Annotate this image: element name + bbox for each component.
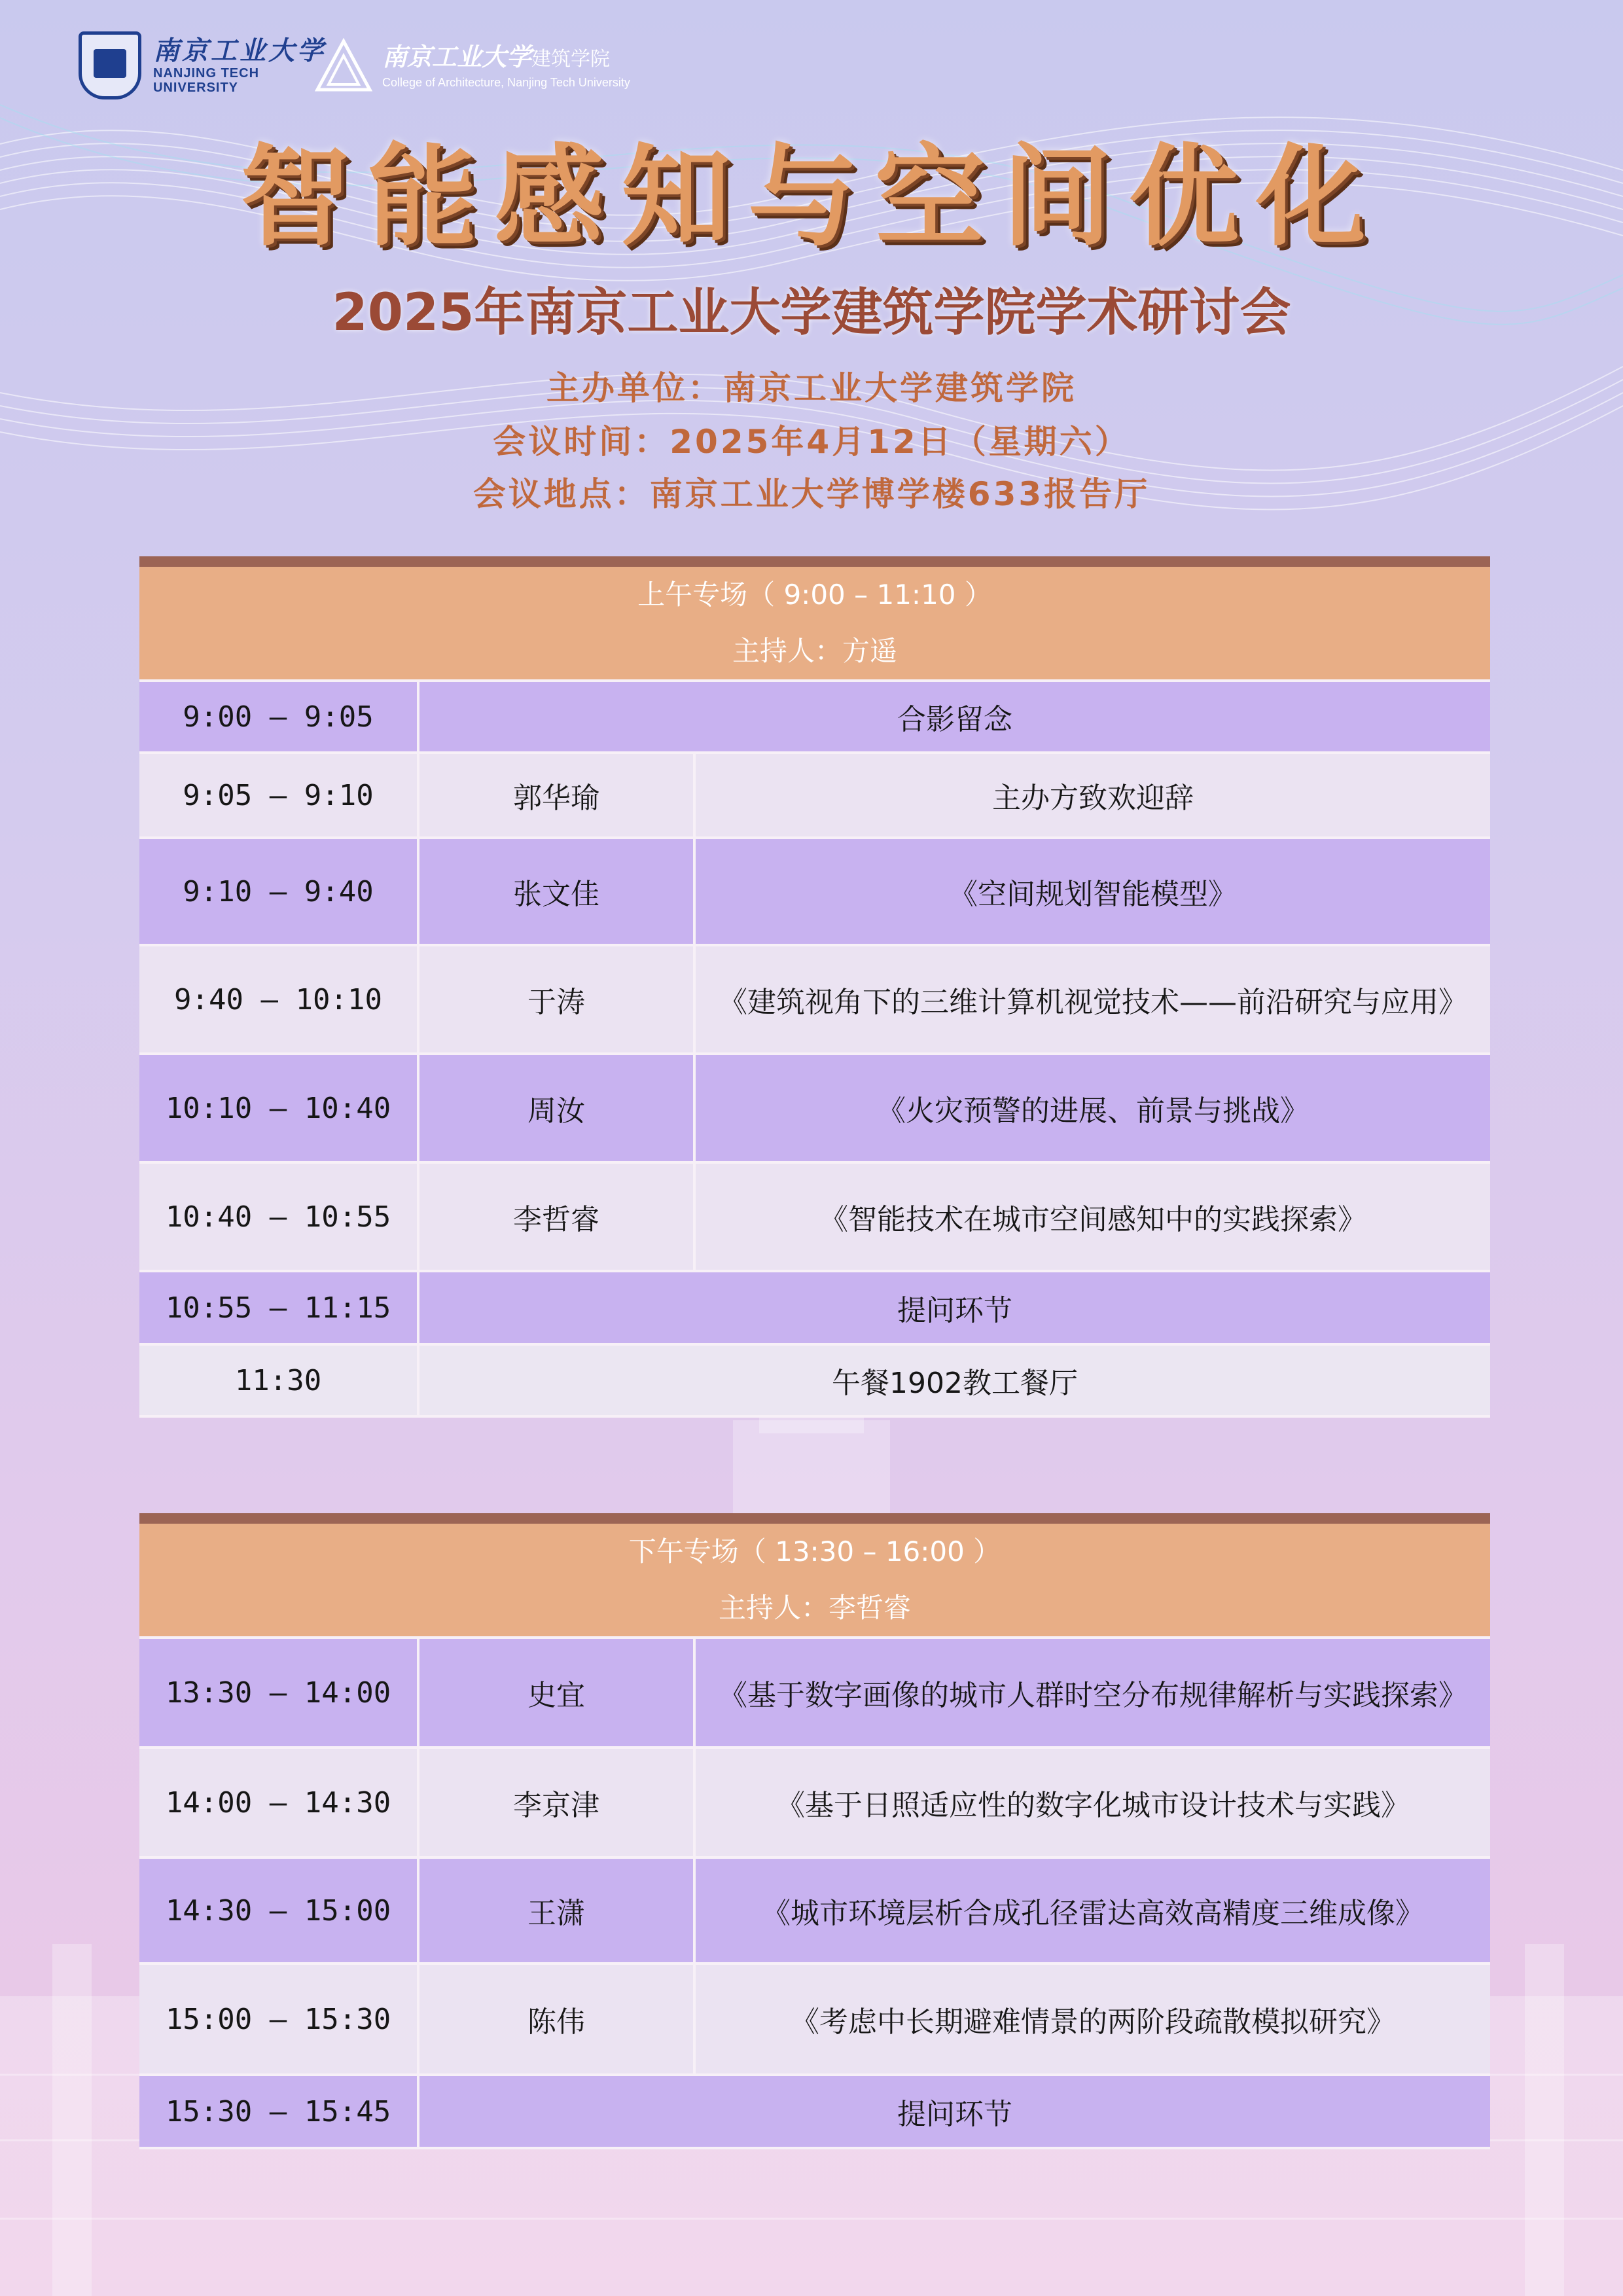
table-row: [139, 754, 1490, 839]
session-topic: 《基于数字画像的城市人群时空分布规律解析与实践探索》: [719, 1679, 1467, 1712]
poster-subtitle: 2025年南京工业大学建筑学院学术研讨会: [332, 283, 1291, 342]
table-row: [139, 1346, 1490, 1418]
session-topic: 《基于日照适应性的数字化城市设计技术与实践》: [776, 1789, 1410, 1822]
session-topic: 《城市环境层析合成孔径雷达高效高精度三维成像》: [762, 1897, 1424, 1930]
session-topic: 提问环节: [897, 1294, 1012, 1327]
session-speaker: 史宜: [419, 1639, 696, 1746]
host-info: 主办单位：南京工业大学建筑学院: [546, 369, 1077, 407]
session-speaker: 陈伟: [419, 1965, 696, 2073]
time-info: 会议时间：2025年4月12日（星期六）: [493, 423, 1130, 461]
session-topic: 合影留念: [897, 703, 1012, 736]
session-time: 11:30: [139, 1346, 419, 1415]
session-topic: 主办方致欢迎辞: [992, 781, 1194, 815]
session-time: 14:30 – 15:00: [139, 1859, 419, 1962]
session-time: 9:10 – 9:40: [139, 839, 419, 944]
table-row: [139, 946, 1490, 1055]
session-topic: 午餐1902教工餐厅: [832, 1367, 1078, 1400]
table-row: [139, 839, 1490, 946]
session-time: 10:40 – 10:55: [139, 1164, 419, 1270]
table-row: [139, 1859, 1490, 1965]
university-logo: [79, 29, 326, 101]
session-time: 15:00 – 15:30: [139, 1965, 419, 2073]
morning-session-table: [139, 556, 1490, 1418]
college-name-cn: 南京工业大学建筑学院: [382, 42, 611, 71]
afternoon-moderator: 主持人：李哲睿: [718, 1592, 911, 1624]
session-speaker: 王潇: [419, 1859, 696, 1962]
venue-info: 会议地点：南京工业大学博学楼633报告厅: [473, 475, 1150, 513]
afternoon-session-table: [139, 1513, 1490, 2149]
session-topic: 《火灾预警的进展、前景与挑战》: [877, 1094, 1309, 1128]
table-row: [139, 1965, 1490, 2076]
table-row: [139, 1055, 1490, 1164]
session-topic: 《空间规划智能模型》: [949, 878, 1237, 911]
session-time: 15:30 – 15:45: [139, 2076, 419, 2147]
session-time: 9:00 – 9:05: [139, 682, 419, 751]
session-topic: 《智能技术在城市空间感知中的实践探索》: [819, 1203, 1366, 1236]
session-time: 14:00 – 14:30: [139, 1749, 419, 1856]
university-name-cn: 南京工业大学: [153, 35, 326, 66]
session-speaker: 周汝: [419, 1055, 696, 1161]
session-time: 9:05 – 9:10: [139, 754, 419, 836]
table-top-bar: [139, 1513, 1490, 1524]
table-row: [139, 1272, 1490, 1346]
morning-moderator: 主持人：方遥: [732, 635, 897, 667]
table-row: [139, 1749, 1490, 1859]
table-row: [139, 682, 1490, 754]
college-name: 建筑学院: [531, 48, 611, 71]
session-time: 10:10 – 10:40: [139, 1055, 419, 1161]
poster-title: 智能感知与空间优化: [240, 132, 1383, 261]
session-topic: 《考虑中长期避难情景的两阶段疏散模拟研究》: [791, 2005, 1395, 2039]
morning-session-title: 上午专场（ 9:00 – 11:10 ）: [637, 579, 992, 611]
afternoon-session-title: 下午专场（ 13:30 – 16:00 ）: [628, 1535, 1001, 1568]
session-speaker: 张文佳: [419, 839, 696, 944]
college-name-en: College of Architecture, Nanjing Tech University: [382, 76, 630, 89]
university-emblem-icon: [79, 31, 141, 99]
afternoon-session-header: [139, 1524, 1490, 1639]
college-logo: [314, 29, 630, 101]
session-time: 10:55 – 11:15: [139, 1272, 419, 1343]
morning-session-header: [139, 567, 1490, 682]
session-time: 13:30 – 14:00: [139, 1639, 419, 1746]
session-time: 9:40 – 10:10: [139, 946, 419, 1052]
session-speaker: 于涛: [419, 946, 696, 1052]
session-speaker: 郭华瑜: [419, 754, 696, 836]
table-row: [139, 1164, 1490, 1272]
table-row: [139, 1639, 1490, 1749]
university-name-en: NANJING TECH UNIVERSITY: [153, 66, 260, 95]
session-topic: 提问环节: [897, 2098, 1012, 2131]
table-top-bar: [139, 556, 1490, 567]
session-speaker: 李京津: [419, 1749, 696, 1856]
college-triangle-icon: [314, 36, 373, 95]
session-speaker: 李哲睿: [419, 1164, 696, 1270]
session-topic: 《建筑视角下的三维计算机视觉技术——前沿研究与应用》: [719, 986, 1467, 1019]
table-row: [139, 2076, 1490, 2149]
